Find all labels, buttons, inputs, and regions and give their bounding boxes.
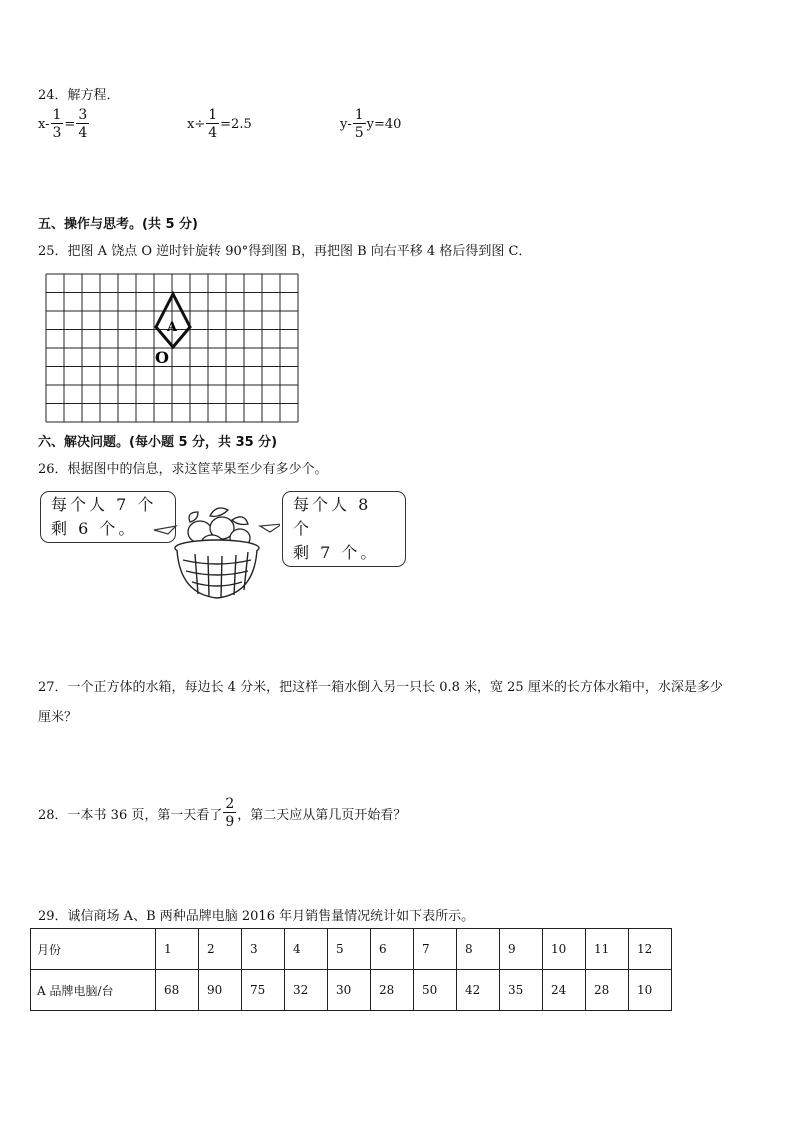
month-cell: 11: [586, 929, 629, 970]
month-cell: 5: [328, 929, 371, 970]
equation-2: [187, 108, 252, 140]
q27-text-line-2: 厘米？: [38, 710, 78, 725]
eq3-fraction: [353, 108, 366, 140]
sales-value-cell: 32: [285, 970, 328, 1011]
sales-value-cell: 90: [199, 970, 242, 1011]
sales-value-cell: 42: [457, 970, 500, 1011]
q28-text-pre: 28．一本书 36 页，第一天看了: [38, 807, 223, 823]
eq1-f1-denominator: 3: [52, 125, 62, 141]
bubble-left-line-2: 剩 6 个。: [51, 519, 138, 538]
speech-bubble-right: [282, 491, 406, 567]
month-cell: 10: [543, 929, 586, 970]
equation-3: [340, 108, 401, 140]
sales-value-cell: 24: [543, 970, 586, 1011]
left-bubble-tail: [154, 526, 176, 534]
row-label-months: 月份: [31, 929, 156, 970]
sales-value-cell: 35: [500, 970, 543, 1011]
eq2-post: =2.5: [220, 116, 252, 132]
q29-text: 29．诚信商场 A、B 两种品牌电脑 2016 年月销售量情况统计如下表所示。: [38, 909, 475, 924]
q28-text-post: ，第二天应从第几页开始看？: [237, 807, 407, 823]
q28-question: [38, 797, 406, 829]
eq3-post: y=40: [366, 116, 402, 132]
eq2-pre: x÷: [187, 116, 206, 132]
month-cell: 12: [629, 929, 672, 970]
q28-denominator: 9: [225, 814, 235, 830]
section-5-heading: 五、操作与思考。(共 5 分): [38, 217, 198, 232]
eq3-pre: y-: [340, 116, 352, 132]
month-cell: 2: [199, 929, 242, 970]
eq2-fraction: [206, 108, 219, 140]
bubble-right-line-1: 每个人 8 个: [293, 495, 372, 538]
q26-text: 26．根据图中的信息，求这筐苹果至少有多少个。: [38, 462, 328, 477]
sales-value-cell: 28: [371, 970, 414, 1011]
point-o-label: O: [155, 348, 169, 367]
eq2-numerator: 1: [208, 107, 218, 123]
month-cell: 1: [156, 929, 199, 970]
month-cell: 9: [500, 929, 543, 970]
eq3-denominator: 5: [354, 125, 364, 141]
basket-icon: [175, 540, 259, 598]
q27-text-line-1: 27．一个正方体的水箱，每边长 4 分米，把这样一箱水倒入另一只长 0.8 米，宽 25 厘米的长方体水箱中，水深是多少: [38, 680, 723, 695]
month-cell: 3: [242, 929, 285, 970]
table-row-brand-a: [31, 970, 672, 1011]
q28-fraction: [223, 797, 236, 829]
eq1-pre: x-: [38, 116, 50, 132]
sales-value-cell: 68: [156, 970, 199, 1011]
month-cell: 7: [414, 929, 457, 970]
table-row-months: [31, 929, 672, 970]
month-cell: 6: [371, 929, 414, 970]
month-cell: 4: [285, 929, 328, 970]
month-cell: 8: [457, 929, 500, 970]
q25-text: 25．把图 A 饶点 O 逆时针旋转 90°得到图 B，再把图 B 向右平移 4 格后得到图 C．: [38, 244, 532, 259]
eq1-f1-numerator: 1: [52, 107, 62, 123]
sales-value-cell: 75: [242, 970, 285, 1011]
right-bubble-tail: [260, 524, 280, 532]
sales-value-cell: 30: [328, 970, 371, 1011]
q25-grid-figure: [44, 272, 302, 424]
row-label-brand-a: A 品牌电脑/台: [31, 970, 156, 1011]
eq1-f2-denominator: 4: [78, 125, 88, 141]
eq1-mid: =: [64, 116, 76, 132]
eq2-denominator: 4: [208, 125, 218, 141]
bubble-right-line-2: 剩 7 个。: [293, 543, 380, 562]
equation-1: [38, 108, 90, 140]
bubble-left-line-1: 每个人 7 个: [51, 495, 157, 514]
sales-value-cell: 50: [414, 970, 457, 1011]
section-6-heading: 六、解决问题。(每小题 5 分，共 35 分): [38, 435, 278, 450]
apple-basket-image: [150, 502, 280, 606]
sales-value-cell: 10: [629, 970, 672, 1011]
q24-title: 24．解方程．: [38, 88, 120, 103]
shape-a-label: A: [166, 320, 178, 335]
sales-table: [30, 928, 672, 1011]
eq3-numerator: 1: [354, 107, 364, 123]
sales-value-cell: 28: [586, 970, 629, 1011]
eq1-fraction-2: [76, 108, 89, 140]
eq1-f2-numerator: 3: [78, 107, 88, 123]
q28-numerator: 2: [225, 796, 235, 812]
eq1-fraction-1: [51, 108, 64, 140]
